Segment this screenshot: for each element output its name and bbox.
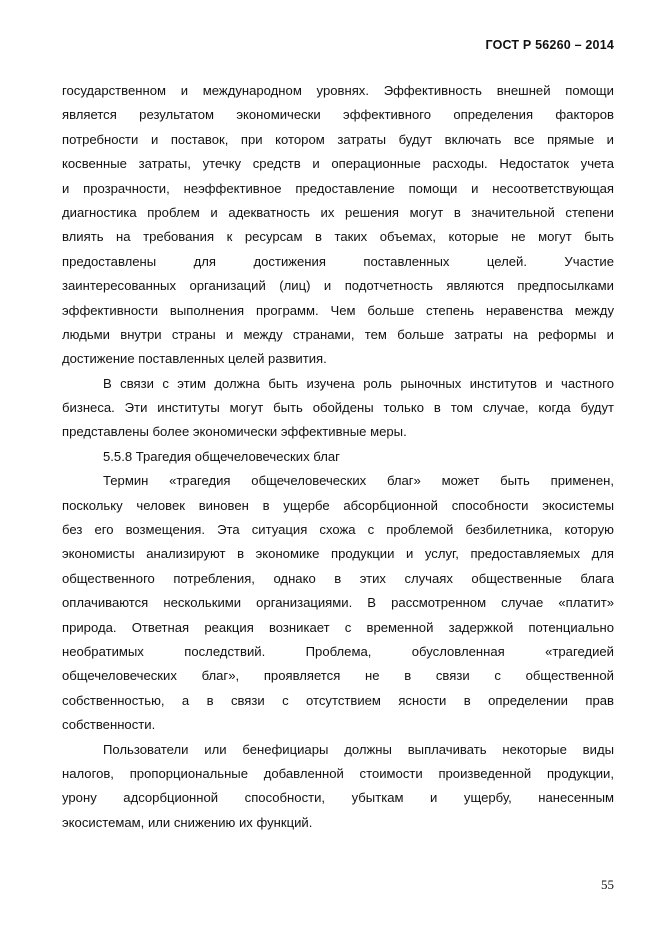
text-line: представлены более экономически эффективные меры.: [62, 424, 407, 440]
text-line: собственностью, а в связи с отсутствием ясности в определении прав: [62, 692, 614, 708]
paragraph: [62, 738, 614, 836]
text-line: заинтересованных организаций (лиц) и подотчетность являются предпосылками: [62, 278, 614, 294]
text-line: косвенные затраты, утечку средств и операционные расходы. Недостаток учета: [62, 156, 614, 172]
paragraph: [62, 79, 614, 372]
document-body: [62, 79, 614, 835]
paragraph: [62, 469, 614, 737]
text-line: экосистемам, или снижению их функций.: [62, 814, 313, 830]
text-line: людьми внутри страны и между странами, тем больше затраты на реформы и: [62, 326, 614, 342]
text-line: экономисты анализируют в экономике продукции и услуг, предоставляемых для: [62, 546, 614, 562]
section-title: 5.5.8 Трагедия общечеловеческих благ: [103, 448, 340, 464]
text-line: В связи с этим должна быть изучена роль рыночных институтов и частного: [103, 375, 614, 391]
text-line: и прозрачности, неэффективное предоставление помощи и несоответствующая: [62, 180, 614, 196]
text-line: предоставлены для достижения поставленных целей. Участие: [62, 253, 614, 269]
document-header: ГОСТ Р 56260 – 2014: [485, 38, 614, 52]
text-line: бизнеса. Эти институты могут быть обойдены только в том случае, когда будут: [62, 400, 614, 416]
text-line: урону адсорбционной способности, убыткам и ущербу, нанесенным: [62, 790, 614, 806]
text-line: диагностика проблем и адекватность их решения могут в значительной степени: [62, 204, 614, 220]
paragraph: [62, 372, 614, 445]
text-line: природа. Ответная реакция возникает с временной задержкой потенциально: [62, 619, 614, 635]
page-number: 55: [601, 877, 614, 892]
text-line: потребности и поставок, при котором затраты будут включать все прямые и: [62, 131, 614, 147]
text-line: налогов, пропорциональные добавленной стоимости произведенной продукции,: [62, 765, 614, 781]
text-line: необратимых последствий. Проблема, обусловленная «трагедией: [62, 643, 614, 659]
text-line: общественного потребления, однако в этих случаях общественные блага: [62, 570, 614, 586]
text-line: Термин «трагедия общечеловеческих благ» может быть применен,: [103, 473, 614, 489]
text-line: влиять на требования к ресурсам в таких объемах, которые не могут быть: [62, 229, 614, 245]
text-line: Пользователи или бенефициары должны выплачивать некоторые виды: [103, 741, 614, 757]
text-line: без его возмещения. Эта ситуация схожа с проблемой безбилетника, которую: [62, 522, 614, 538]
section-heading: [62, 445, 614, 469]
text-line: государственном и международном уровнях. Эффективность внешней помощи: [62, 83, 614, 98]
text-line: достижение поставленных целей развития.: [62, 351, 327, 367]
text-line: эффективности выполнения программ. Чем больше степень неравенства между: [62, 302, 614, 318]
text-line: собственности.: [62, 717, 156, 733]
text-line: поскольку человек виновен в ущербе абсорбционной способности экосистемы: [62, 497, 614, 513]
text-line: является результатом экономически эффективного определения факторов: [62, 107, 614, 123]
text-line: общечеловеческих благ», проявляется не в связи с общественной: [62, 668, 614, 684]
text-line: оплачиваются несколькими организациями. В рассмотренном случае «платит»: [62, 595, 614, 611]
